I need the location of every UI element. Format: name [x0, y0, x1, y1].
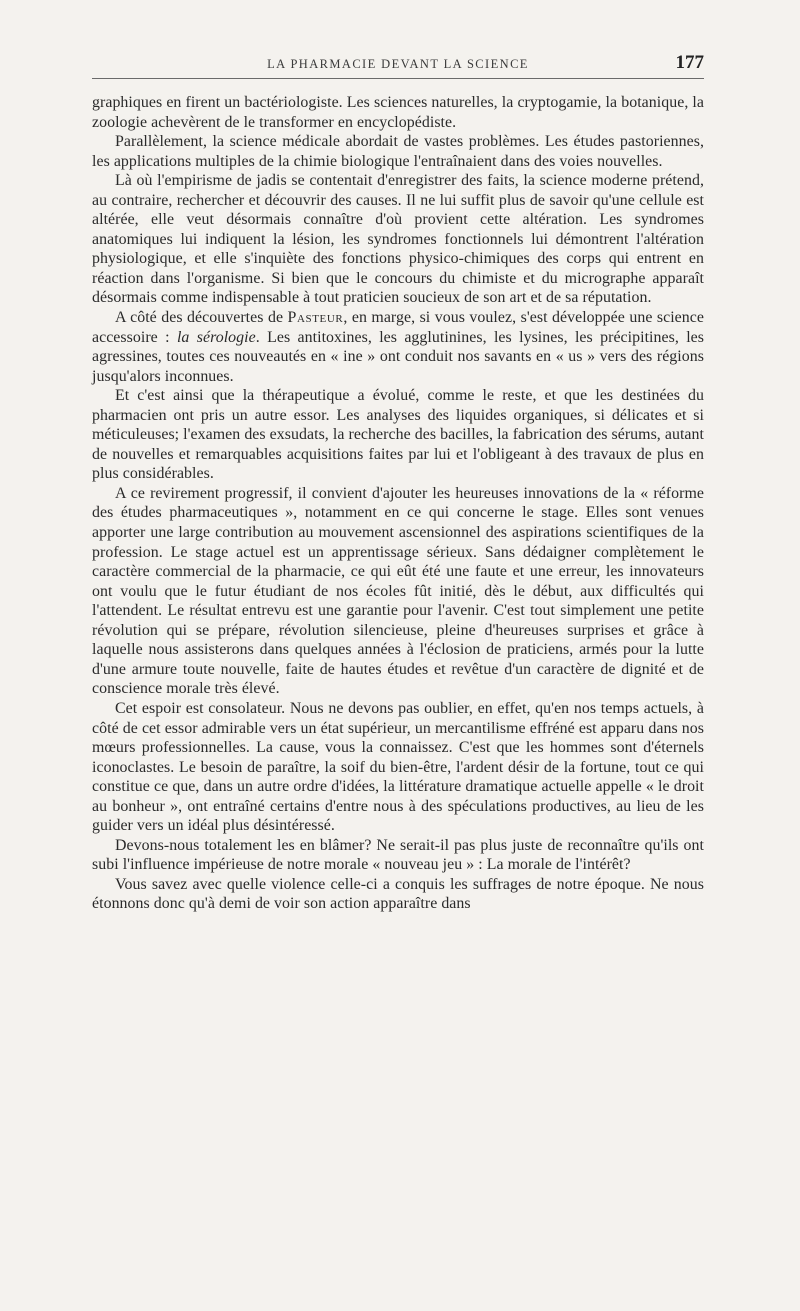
paragraph-4-text-before: A côté des découvertes de: [115, 309, 288, 327]
pasteur-name: Pasteur: [287, 309, 344, 327]
paragraph-5: Et c'est ainsi que la thérapeutique a évolué, comme le reste, et que les destinées du pharmacien ont pris un autre essor. Les analyses des liquides organiques, si délicates et si méticuleuses; l'examen des exsudats, la recherche des bacilles, la fabrication des sérums, autant de nouvelles et remarquables acquisitions faites par lui et l'obligeant à des travaux de plus en plus considérables.: [92, 387, 704, 483]
paragraph-9: Vous savez avec quelle violence celle-ci a conquis les suffrages de notre époque. Ne nous étonnons donc qu'à demi de voir son action apparaître dans: [92, 875, 704, 913]
book-page: [92, 48, 704, 914]
paragraph-8: Devons-nous totalement les en blâmer? Ne serait-il pas plus juste de reconnaître qu'ils ont subi l'influence impérieuse de notre morale « nouveau jeu » : La morale de l'intérêt?: [92, 836, 704, 874]
page-number: 177: [675, 52, 704, 73]
body-text: [92, 93, 704, 914]
paragraph-6: A ce revirement progressif, il convient d'ajouter les heureuses innovations de la « réforme des études pharmaceutiques », notamment en ce qui concerne le stage. Elles sont venues apporter une large contribution au mouvement ascensionnel des aspirations scientifiques de la profession. Le stage actuel est un apprentissage sérieux. Sans dédaigner complètement le caractère commercial de la pharmacie, ce qui eût été une faute et une erreur, les innovateurs ont voulu que le futur étudiant de nos écoles fût initié, dès le début, aux difficultés qui l'attendent. Le résultat entrevu est une garantie pour l'avenir. C'est tout simplement une petite révolution qui se prépare, révolution silencieuse, pleine d'heureuses surprises et grâce à laquelle nous assisterons dans quelques années à l'éclosion de praticiens, armés pour la lutte d'une armure toute nouvelle, faite de hautes études et revêtue d'un caractère de dignité et de conscience morale très élevé.: [92, 484, 704, 698]
serologie-term: la sérologie: [176, 328, 256, 346]
paragraph-7: Cet espoir est consolateur. Nous ne devons pas oublier, en effet, qu'en nos temps actuels, à côté de cet essor admirable vers un état supérieur, un mercantilisme effréné est apparu dans nos mœurs professionnelles. La cause, vous la connaissez. C'est que les hommes sont d'éternels iconoclastes. Le besoin de paraître, la soif du bien-être, l'ardent désir de la fortune, tout ce qui constitue ce que, dans un autre ordre d'idées, la littérature dramatique actuelle appelle « le droit au bonheur », ont entraîné certains d'entre nous à des spéculations productives, au lieu de les guider vers un idéal plus désintéressé.: [92, 699, 704, 835]
paragraph-2: Parallèlement, la science médicale abordait de vastes problèmes. Les études pastoriennes, les applications multiples de la chimie biologique l'entraînaient dans des voies nouvelles.: [92, 133, 704, 170]
paragraph-4-text-middle: , en marge, si vous voulez, s'est développée une science accessoire :: [92, 309, 704, 346]
paragraph-3: Là où l'empirisme de jadis se contentait d'enregistrer des faits, la science moderne prétend, au contraire, rechercher et découvrir des causes. Il ne lui suffit plus de savoir qu'une cellule est altérée, elle veut désormais connaître d'où provient cette altération. Les syndromes anatomiques lui indiquent la lésion, les syndromes fonctionnels lui démontrent l'altération physiologique, et elle s'inquiète des fonctions physico-chimiques des corps qui entrent en réaction dans l'organisme. Si bien que le concours du chimiste et du micrographe apparaît désormais comme indispensable à tout praticien soucieux de son art et de sa réputation.: [92, 172, 704, 307]
paragraph-1: graphiques en firent un bactériologiste. Les sciences naturelles, la cryptogamie, la botanique, la zoologie achevèrent de le transformer en encyclopédiste.: [92, 94, 704, 131]
running-title: LA PHARMACIE DEVANT LA SCIENCE: [267, 57, 529, 71]
paragraph-4: [92, 308, 704, 386]
page-header: [92, 48, 704, 79]
paragraph-4-text-after: . Les antitoxines, les agglutinines, les lysines, les précipitines, les agressines, toutes ces nouveautés en « ine » ont conduit nos savants en « us » vers des régions jusqu'alors inconnues.: [92, 328, 705, 385]
